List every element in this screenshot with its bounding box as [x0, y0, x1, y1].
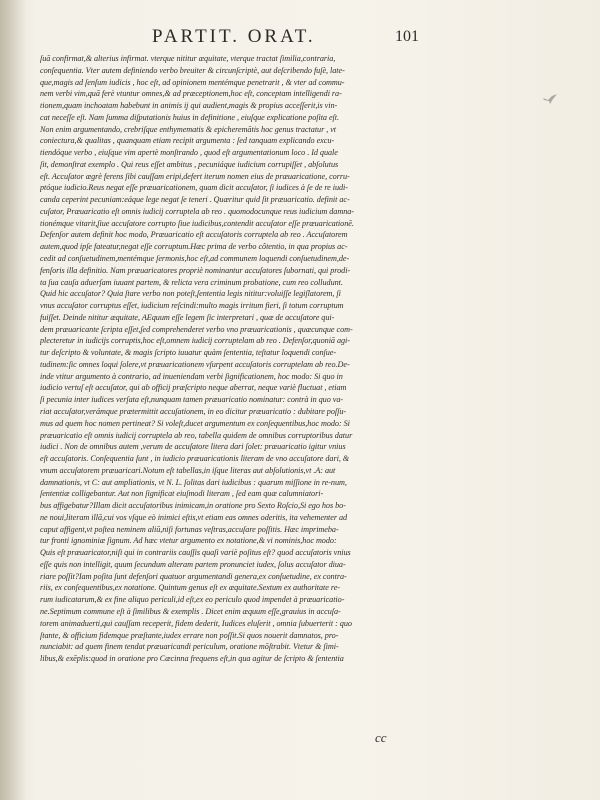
catchword: cc: [375, 730, 387, 745]
text-line: riare poſſit?Iam poſita ſunt defenſori quatuor argumentandi genera,ex conſuetudine, ex contra-: [40, 571, 347, 581]
running-title: PARTIT. ORAT.: [152, 26, 316, 47]
text-line: iudici . Non de omnibus autem ,verum de accuſatore litera dari ſolet: præuaricatio igitur vnius: [40, 442, 346, 452]
text-line: eſſe quis non intelligit, quum ſecundum alteram partem pronunciet iudex, ſolus accuſator diua-: [40, 559, 346, 569]
running-head: [40, 26, 419, 54]
text-line: canda ceperint pecuniam:eáque lege negat ſe teneri . Quæritur quid ſit præuaricatio. definit ac-: [40, 195, 350, 205]
text-line: vnus accuſator corruptus eſſet, iudicium reſcindi:multo magis irritum fieri, ſi totum corruptum: [40, 301, 344, 311]
gutter-shadow: [0, 0, 26, 800]
text-line: dem præuaricante ſcripta eſſet,ſed comprehenderet verbo vno præuaricationis , quæcunque com-: [40, 324, 353, 334]
text-line: caput affigent,vt poſtea neminem aliū,niſi fortunas veſtras,accuſare poſſitis. Hæc imprimeba-: [40, 524, 339, 534]
text-line: riat accuſator,verámque prætermittit accuſationem, in eo dicitur præuaricatio : dubitare poſſu-: [40, 406, 347, 416]
text-line: inde vtitur argumento à contrario, ad inueniendam verbi ſignificationem, hoc modo: Si quo in: [40, 371, 343, 381]
text-line: cuſator, Præuaricatio eſt omnis iudicij corruptela ab reo . quomodocunque reus iudicium damna-: [40, 206, 354, 216]
text-line: ne.Septimum commune eſt à ſimilibus & exemplis . Dicet enim æquum eſſe,grauius in accuſa-: [40, 606, 341, 616]
text-line: fenſoris illa definitio. Nam præuaricatores propriè nominantur accuſatores ſubornati, qui prodi-: [40, 265, 351, 275]
text-line: libus,& exēplis:quod in oratione pro Cæcinna frequens eſt,in qua agitur de ſcripto & ſententia: [40, 654, 344, 664]
text-line: vnum accuſatorem præuaricari.Notum eſt tabellas,in iſque literas aut abſolutionis,vt .A: aut: [40, 465, 336, 475]
body-text: [40, 53, 406, 665]
text-line: riis, ex conſequentibus,ex notatione. Quintum genus eſt ex æquitate.Sextum ex authoritate re-: [40, 583, 340, 593]
text-line: Non enim argumentando, crebriſque enthymematis & epicheremātis hoc genus tractatur , vt: [40, 124, 337, 134]
text-line: ſit, demonſtrat exemplo . Qui reus eſſet ambitus , pecuniáque iudicium corrupiſſet , abſolutus: [40, 159, 339, 169]
text-line: torem animaduerti,qui cauſſam receperit, fidem dederit, Iudices eluſerit , omnia ſubuerterit : quo: [40, 618, 352, 628]
page-number: 101: [395, 28, 419, 45]
text-line: tur deſcripto & voluntate, & magis ſcripto iuuatur quàm ſententia, teſtatur loquendi conſue-: [40, 348, 337, 358]
text-line: bus affigebatur?Illam dicit accuſatoribus inimicam,in oratione pro Sexto Roſcio,Si ego hos bo-: [40, 501, 346, 511]
text-line: tur fronti ignominiæ ſignum. Ad hæc vtetur argumento ex notatione,& vi nominis,hoc modo:: [40, 536, 337, 546]
text-line: ſtante, & officium fidemque præſtante,iudex errare non poſſit.Si quos nouerit damnatos, pro-: [40, 630, 339, 640]
text-line: ſententiæ colligebantur. Aut non ſignificat eiuſmodi literam , ſed eam quæ calumniatori-: [40, 489, 324, 499]
text-line: eſt accuſatoris. Conſequentia ſunt , in iudicio præuaricationis literam de vno accuſatore dari, &: [40, 454, 350, 464]
bird-mark-icon: [542, 92, 558, 106]
text-line: nem verbi vim,quā ferè vtuntur omnes,& ad præceptionem,hoc eſt, conceptam intelligendi ra-: [40, 89, 342, 99]
text-line: iudicio vertuſ eſt accuſator, qui ab officij præſcripto neque aberrat, neque variè fluctuat , etiam: [40, 383, 347, 393]
text-line: ne noui,literam illā,cui vos vſque eò inimici eſtis,vt etiam eas omnes oderitis, ita vehementer ad: [40, 512, 348, 522]
text-line: coniectura,& qualitas , quanquam etiam recipit argumenta : ſed tanquam explicando excu-: [40, 136, 335, 146]
text-line: nunciabit: ad quem finem tendat præuaricandi periculum, oratione mōſtrabit. Vtetur & ſimi-: [40, 642, 339, 652]
text-line: damnationis, vt C: aut ampliationis, vt N. L. ſolitas dari iudicibus : quarum miſſione in re-num,: [40, 477, 347, 487]
text-line: tionémque vitarit,ſiue accuſatore corrupto ſiue iudicibus,contendit accuſator eſſe præuaricationē.: [40, 218, 354, 228]
text-line: ſuā confirmat,& alterius infirmat. vterque nititur æquitate, vterque tractat ſimilia,contraria,: [40, 54, 336, 63]
text-line: que,magis ad ſenſum iudicis , hoc eſt, ad opinionem mentémque penetrarit , & vter ad commu-: [40, 77, 345, 87]
text-line: mus ad quem hoc nomen pertineat? Si voleſt,ducet argumentum ex conſequentibus,hoc modo: Si: [40, 418, 350, 428]
text-line: cat neceſſe eſt. Nam ſumma diſputationis huius in definitione , eiuſque explicatione poſita eſt.: [40, 112, 339, 122]
text-line: cedit ad conſuetudinem,mentémque ſermonis,hoc eſt,ad communem loquendi conſuetudinem,de-: [40, 254, 350, 264]
text-line: Defenſor autem definit hoc modo, Præuaricatio eſt accuſatoris corruptela ab reo . Accuſatorem: [40, 230, 348, 240]
text-line: plecteretur in iudicijs corruptis,hoc eſt,omnem iudicij corruptelam ab reo . Defenſor,quoniā agi-: [40, 336, 350, 346]
text-line: eſt. Accuſator ægrè ferens ſibi cauſſam eripi,defert iterum nomen eius de præuaricatione, corru-: [40, 171, 350, 181]
text-line: ta ſua cauſa aduerſam iuuant partem, & relicta vera criminum probatione, cum reo colludunt.: [40, 277, 343, 287]
text-line: Quid hic accuſator? Quia ſtare verbo non poteſt,ſententia legis nititur:voluiſſe legiſlatorem, ſi: [40, 289, 341, 299]
text-line: tionem,quam inchoatam habebunt in animis ij qui audient,magis & propius acceſſerit,is vin-: [40, 101, 338, 111]
text-line: conſequentia. Vter autem definiendo verbo breuiter & circunſcriptè, aut deſcribendo fuſè, late-: [40, 65, 345, 75]
text-line: Quis eſt præuaricator,niſi qui in contrariis cauſſis quaſi variè poſitus eſt? quod accuſatoris vnius: [40, 548, 351, 558]
text-line: fuiſſet. Deinde nititur æquitate, AEquum eſſe legem ſic interpretari , quæ de accuſatore qui-: [40, 312, 335, 322]
text-line: tiendóque verbo , eiuſque vim apertè monſtrando , quod eſt argumentationum loco . Id quale: [40, 148, 338, 158]
text-line: ptóque iudicio.Reus negat eſſe præuaricationem, quam dicit accuſator, ſi iudices à ſe de re iudi-: [40, 183, 348, 193]
text-line: præuaricatio eſt omnis iudicij corruptela ab reo, tabella quidem de omnibus corruptoribus datur: [40, 430, 353, 440]
text-line: autem,quod ipſe fateatur,negat eſſe corruptum.Hæc prima de verbo côtentio, in qua propius ac-: [40, 242, 348, 252]
text-line: ſi pecunia inter iudices verſata eſt,nunquam tamen præuaricatio nominatur: contrà in quo va-: [40, 395, 344, 405]
text-line: rum iudicatarum,& ex fine aliquo periculi,id eſt,ex eo periculo quod impendet à præuaricatio-: [40, 595, 345, 605]
text-line: tudinem:ſic omnes loqui ſolere,vt præuaricationem vſurpent accuſatoris corruptelam ab reo.De-: [40, 359, 350, 369]
